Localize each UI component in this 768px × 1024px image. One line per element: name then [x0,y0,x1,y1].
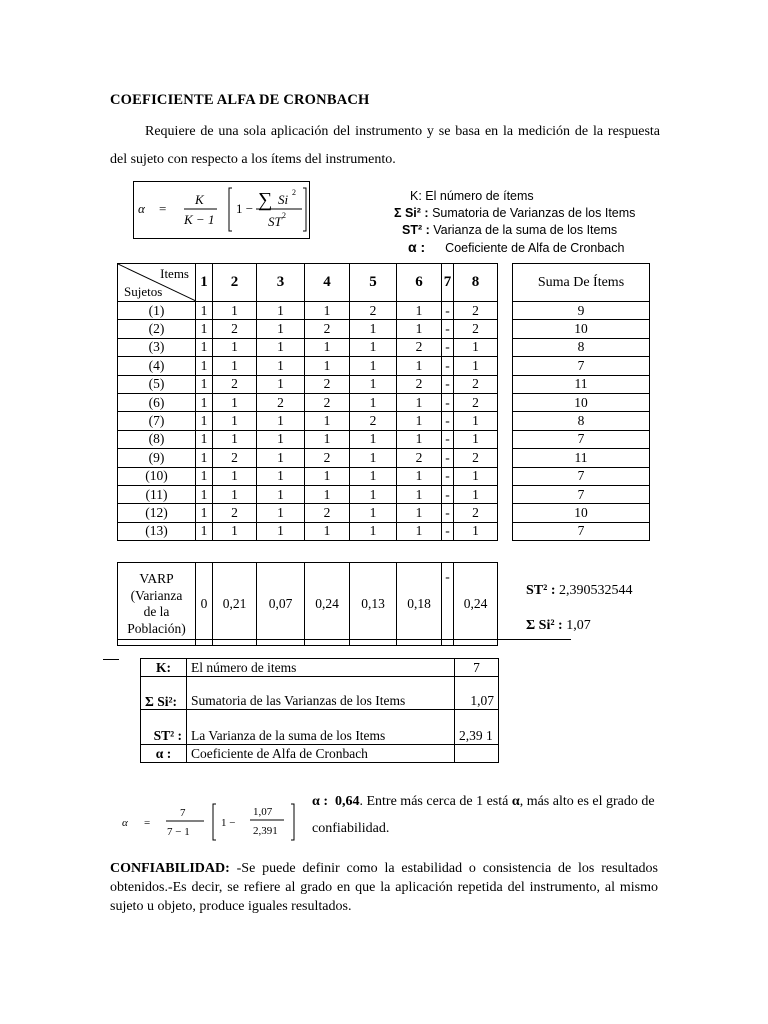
item-header-3: 3 [257,264,305,302]
varp-label-line: de la [143,604,170,619]
formula-one-minus: 1 − [236,201,254,216]
summary-st-value: 2,39 1 [455,710,499,745]
summary-si-text: Sumatoria de las Varianzas de los Items [187,677,455,710]
item-cell: - [442,449,454,467]
summary-alpha-symbol: α : [141,745,187,763]
st-result-label: ST² : [526,583,556,598]
intro-text: Requiere de una sola aplicación del instrumento y se basa en la medición de la respuesta del sujeto con respecto a los ítems del instrumento. [110,124,660,167]
item-cell: 1 [397,430,442,448]
alpha-result [312,788,662,842]
item-cell: 2 [305,504,350,522]
item-cell: 1 [397,485,442,503]
sum-cell: 7 [513,430,650,448]
item-cell: 2 [454,393,498,411]
item-cell: - [442,485,454,503]
result-text-2: , más alto es el grado de confiabilidad. [312,794,655,836]
legend-si-text: Sumatoria de Varianzas de los Items [428,206,636,220]
item-cell: 1 [350,467,397,485]
item-cell: 2 [213,375,257,393]
corner-sujetos-label: Sujetos [124,284,163,299]
item-cell: 1 [213,467,257,485]
sum-cell: 8 [513,412,650,430]
item-cell: 2 [213,449,257,467]
spacer [498,302,513,320]
item-cell: - [442,467,454,485]
item-cell: 2 [350,412,397,430]
legend-alpha-text: Coeficiente de Alfa de Cronbach [445,241,625,255]
item-cell: 1 [196,430,213,448]
item-cell: 1 [350,430,397,448]
summary-si-value: 1,07 [455,677,499,710]
table-row [118,467,650,485]
spacer [498,375,513,393]
varp-label-line: (Varianza [130,587,183,603]
item-cell: 1 [454,357,498,375]
varp-cell: 0 [196,563,213,646]
subject-cell: (9) [118,449,196,467]
item-cell: 1 [213,522,257,540]
formula2-den: 7 − 1 [167,826,190,838]
table-row [118,302,650,320]
formula-si: Si [278,192,289,207]
item-cell: 1 [350,522,397,540]
spacer [498,449,513,467]
item-cell: 1 [454,522,498,540]
item-cell: 1 [350,449,397,467]
item-cell: 1 [196,412,213,430]
summary-alpha-value [455,745,499,763]
item-cell: 1 [350,338,397,356]
subject-cell: (5) [118,375,196,393]
subject-cell: (10) [118,467,196,485]
item-cell: - [442,522,454,540]
item-cell: 1 [196,393,213,411]
formula-sigma: ∑ [258,189,273,211]
item-cell: 2 [454,302,498,320]
formula2-num2: 1,07 [253,806,273,818]
item-cell: - [442,412,454,430]
summary-si-symbol: Σ Si²: [141,677,187,710]
item-cell: - [442,357,454,375]
sum-cell: 10 [513,504,650,522]
sum-cell: 10 [513,320,650,338]
item-cell: 1 [454,412,498,430]
item-cell: 1 [305,412,350,430]
item-cell: 1 [350,375,397,393]
subject-cell: (6) [118,393,196,411]
subject-cell: (2) [118,320,196,338]
item-cell: 1 [350,485,397,503]
summary-alpha-text: Coeficiente de Alfa de Cronbach [187,745,455,763]
table-row [118,412,650,430]
varp-cell: 0,24 [454,563,498,646]
item-cell: 1 [196,302,213,320]
item-cell: 1 [257,320,305,338]
table-row [118,430,650,448]
spacer [498,338,513,356]
formula2-eq: = [144,817,151,829]
table-row [118,357,650,375]
item-cell: 1 [397,412,442,430]
varp-cell: - [442,563,454,646]
sum-cell: 9 [513,302,650,320]
summary-k-text: El número de items [187,659,455,677]
item-cell: - [442,430,454,448]
sum-header: Suma De Ítems [513,264,650,302]
sum-cell: 7 [513,357,650,375]
item-cell: 1 [305,485,350,503]
item-cell: 2 [454,449,498,467]
item-cell: 2 [397,338,442,356]
varp-cell: 0,18 [397,563,442,646]
spacer [498,264,513,302]
subject-cell: (13) [118,522,196,540]
formula2-num: 7 [180,807,186,819]
item-cell: 2 [257,393,305,411]
item-cell: 1 [305,467,350,485]
item-cell: 2 [454,320,498,338]
item-cell: - [442,338,454,356]
varp-label-line: VARP [139,571,174,586]
formula-alpha: α [138,201,145,216]
subject-cell: (1) [118,302,196,320]
formula-k-minus-1: K − 1 [184,212,215,227]
item-cell: 1 [213,393,257,411]
cronbach-formula [133,181,310,239]
table-row [118,375,650,393]
page-title: COEFICIENTE ALFA DE CRONBACH [110,92,370,108]
item-cell: 1 [305,302,350,320]
spacer [498,393,513,411]
item-cell: 1 [196,485,213,503]
st-result-value: 2,390532544 [555,583,633,598]
item-cell: 1 [454,485,498,503]
subject-cell: (4) [118,357,196,375]
item-cell: 2 [213,320,257,338]
subject-cell: (8) [118,430,196,448]
item-cell: 1 [257,467,305,485]
item-cell: 1 [257,338,305,356]
formula2-bracket-right [291,804,294,840]
varp-cell: 0,07 [257,563,305,646]
item-header-6: 6 [397,264,442,302]
item-cell: 1 [257,375,305,393]
item-cell: 2 [350,302,397,320]
item-cell: 1 [196,449,213,467]
item-cell: 2 [397,375,442,393]
item-cell: 1 [397,504,442,522]
item-cell: 1 [305,522,350,540]
sum-cell: 8 [513,338,650,356]
summary-k-symbol: K: [141,659,187,677]
intro-paragraph [110,118,660,174]
legend-st-symbol: ST² : [402,223,430,237]
item-cell: 1 [305,338,350,356]
legend-st-text: Varianza de la suma de los Items [429,223,618,237]
item-cell: 1 [397,467,442,485]
formula-legend [380,188,635,257]
item-cell: 1 [257,302,305,320]
varp-cell: 0,21 [213,563,257,646]
subject-cell: (7) [118,412,196,430]
subject-cell: (11) [118,485,196,503]
subject-cell: (3) [118,338,196,356]
item-cell: 2 [305,393,350,411]
legend-k: K: El número de ítems [410,189,534,203]
confiabilidad-label: CONFIABILIDAD: [110,861,230,876]
item-cell: 1 [196,357,213,375]
formula-st: ST [268,214,282,229]
spacer [498,357,513,375]
item-header-4: 4 [305,264,350,302]
item-cell: 1 [397,522,442,540]
corner-header [118,264,196,302]
item-cell: 1 [196,338,213,356]
item-cell: 1 [196,467,213,485]
sum-cell: 7 [513,485,650,503]
item-cell: 1 [397,393,442,411]
item-cell: 1 [213,357,257,375]
formula2-one-minus: 1 − [221,817,236,829]
item-cell: 2 [213,504,257,522]
table-row [118,320,650,338]
formula-si-exp: 2 [292,188,296,197]
summary-table [140,658,499,763]
spacer [498,412,513,430]
spacer [498,320,513,338]
item-cell: 1 [305,357,350,375]
formula-st-exp: 2 [282,211,286,220]
formula-k: K [195,192,204,207]
summary-st-symbol: ST² : [141,710,187,745]
corner-items-label: Items [160,266,189,281]
item-cell: 2 [305,449,350,467]
item-cell: 1 [257,485,305,503]
item-cell: 1 [350,504,397,522]
formula2-den2: 2,391 [253,825,278,837]
item-cell: 1 [454,430,498,448]
si-result-label: Σ Si² : [526,618,563,633]
table-row [118,449,650,467]
item-header-8: 8 [454,264,498,302]
item-header-1: 1 [196,264,213,302]
item-cell: - [442,302,454,320]
table-row [118,504,650,522]
summary-st-text: La Varianza de la suma de los Items [187,710,455,745]
item-cell: 1 [196,375,213,393]
formula2-alpha: α [122,817,128,829]
formula2-bracket-left [213,804,216,840]
formula-bracket-left [229,188,232,231]
item-cell: - [442,375,454,393]
formula-eq: = [159,201,167,216]
spacer [498,430,513,448]
item-cell: - [442,393,454,411]
item-header-5: 5 [350,264,397,302]
si-result-value: 1,07 [562,618,591,633]
item-cell: 1 [257,412,305,430]
item-cell: - [442,504,454,522]
confiabilidad-text: -Se puede definir como la estabilidad o consistencia de los resultados obtenidos.-Es decir, se refiere al grado en que la aplicación repetida del instrumento, al mismo sujeto u objeto, produce iguales resultados. [110,861,658,914]
item-cell: 1 [196,320,213,338]
result-value: 0,64 [334,794,360,809]
sum-cell: 11 [513,449,650,467]
item-cell: 1 [397,320,442,338]
result-symbol: α : [312,794,328,809]
item-cell: 1 [257,504,305,522]
item-cell: 1 [213,412,257,430]
table-row [118,338,650,356]
st-result [526,583,632,599]
item-cell: 1 [257,449,305,467]
sum-cell: 7 [513,467,650,485]
varp-label-line: Población) [127,620,186,636]
divider-dash [103,659,119,660]
item-cell: 2 [305,320,350,338]
spacer [498,504,513,522]
item-cell: - [442,320,454,338]
item-cell: 1 [397,357,442,375]
item-cell: 1 [213,430,257,448]
varp-cell: 0,24 [305,563,350,646]
numeric-formula [118,800,308,846]
result-text: . Entre más cerca de 1 está [359,794,512,809]
item-cell: 1 [454,338,498,356]
table-row [118,485,650,503]
sum-cell: 7 [513,522,650,540]
item-cell: 1 [213,302,257,320]
item-cell: 1 [196,504,213,522]
varp-table [117,562,498,646]
sum-cell: 10 [513,393,650,411]
varp-cell: 0,13 [350,563,397,646]
legend-si-symbol: Σ Si² : [394,206,429,220]
item-cell: 1 [257,357,305,375]
si-result [526,618,591,634]
item-cell: 1 [454,467,498,485]
formula-bracket-right [303,188,306,231]
summary-k-value: 7 [455,659,499,677]
item-header-7: 7 [442,264,454,302]
item-header-2: 2 [213,264,257,302]
item-cell: 1 [350,320,397,338]
item-cell: 1 [196,522,213,540]
item-cell: 2 [454,504,498,522]
item-cell: 2 [454,375,498,393]
subject-cell: (12) [118,504,196,522]
item-cell: 1 [257,430,305,448]
table-row [118,522,650,540]
sum-cell: 11 [513,375,650,393]
legend-alpha-symbol: α : [408,239,426,255]
varp-underline [117,639,571,640]
spacer [498,485,513,503]
item-cell: 1 [350,357,397,375]
item-cell: 1 [305,430,350,448]
confiabilidad-paragraph [110,859,658,916]
item-cell: 1 [257,522,305,540]
spacer [498,467,513,485]
item-cell: 1 [397,302,442,320]
item-cell: 1 [213,338,257,356]
spacer [498,522,513,540]
items-table [117,263,650,541]
item-cell: 2 [305,375,350,393]
item-cell: 1 [350,393,397,411]
varp-label [118,563,196,646]
item-cell: 1 [213,485,257,503]
item-cell: 2 [397,449,442,467]
result-alpha: α [511,794,520,809]
table-row [118,393,650,411]
